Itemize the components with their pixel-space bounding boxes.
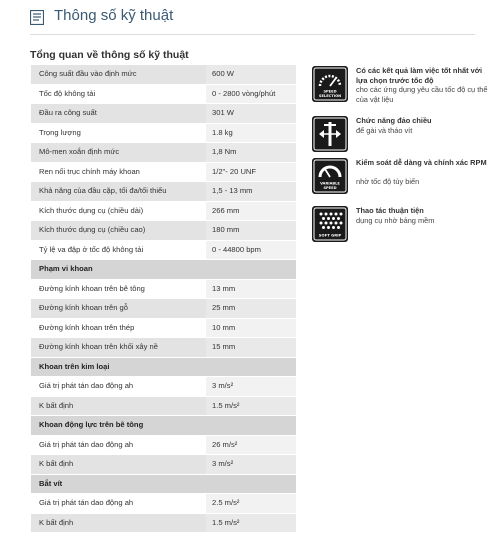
spec-value: 10 mm (212, 323, 235, 332)
value-cell (206, 358, 296, 377)
table-row (31, 338, 296, 358)
spec-label: Đường kính khoan trên thép (39, 323, 134, 332)
svg-text:SELECTION: SELECTION (319, 94, 341, 98)
table-row (31, 514, 296, 533)
feature-desc: cho các ứng dụng yêu cầu tốc độ cụ thể của vật liệu (356, 85, 492, 104)
spec-value: 1,5 - 13 mm (212, 186, 253, 195)
spec-label: K bất định (39, 459, 73, 468)
table-row (31, 377, 296, 397)
table-row (31, 143, 296, 163)
spec-value: 1/2"- 20 UNF (212, 167, 256, 176)
spec-value: 1,8 Nm (212, 147, 236, 156)
table-row (31, 163, 296, 183)
spec-label: Giá trị phát tán dao động ah (39, 381, 133, 390)
table-row (31, 280, 296, 300)
spec-label: Đầu ra công suất (39, 108, 97, 117)
spec-label: Đường kính khoan trên khối xây nề (39, 342, 158, 351)
feature-title: Có các kết quả làm việc tốt nhất với lựa chọn trước tốc độ (356, 66, 492, 85)
feature-title: Kiểm soát dễ dàng và chính xác RPM (356, 158, 492, 168)
table-row (31, 319, 296, 339)
spec-label: K bất định (39, 518, 73, 527)
table-row (31, 85, 296, 105)
svg-text:SPEED: SPEED (323, 186, 336, 190)
value-cell (206, 260, 296, 279)
spec-value: 301 W (212, 108, 234, 117)
feature-desc: nhờ tốc độ tùy biến (356, 177, 492, 187)
table-row (31, 494, 296, 514)
category-label: Phạm vi khoan (39, 264, 93, 273)
feature-title: Thao tác thuận tiện (356, 206, 492, 216)
table-row (31, 124, 296, 144)
spec-label: Ren nối trục chính máy khoan (39, 167, 140, 176)
table-row (31, 455, 296, 475)
table-row (31, 397, 296, 417)
table-category-row (31, 358, 296, 378)
spec-label: Trọng lượng (39, 128, 81, 137)
page-title: Thông số kỹ thuật (54, 7, 173, 24)
table-category-row (31, 260, 296, 280)
spec-label: Đường kính khoan trên bê tông (39, 284, 145, 293)
spec-value: 1.8 kg (212, 128, 233, 137)
spec-label: Khả năng của đầu cặp, tối đa/tối thiểu (39, 186, 167, 195)
spec-label: Mô-men xoắn định mức (39, 147, 119, 156)
spec-value: 13 mm (212, 284, 235, 293)
table-row (31, 436, 296, 456)
reversing-icon (312, 116, 348, 152)
spec-value: 0 - 44800 bpm (212, 245, 261, 254)
feature-desc: để gài và tháo vít (356, 126, 492, 136)
table-row (31, 299, 296, 319)
document-icon (30, 10, 44, 25)
spec-label: Tỷ lệ va đập ở tốc độ không tải (39, 245, 143, 254)
soft-grip-icon (312, 206, 348, 242)
spec-value: 0 - 2800 vòng/phút (212, 89, 275, 98)
page-header (0, 0, 500, 34)
spec-label: Giá trị phát tán dao động ah (39, 498, 133, 507)
table-row (31, 241, 296, 261)
table-category-row (31, 416, 296, 436)
section-title: Tổng quan về thông số kỹ thuật (30, 49, 189, 61)
spec-label: K bất định (39, 401, 73, 410)
table-row (31, 202, 296, 222)
table-row (31, 221, 296, 241)
spec-label: Giá trị phát tán dao động ah (39, 440, 133, 449)
feature-title: Chức năng đảo chiều (356, 116, 492, 126)
header-divider (30, 34, 475, 35)
variable-speed-icon (312, 158, 348, 194)
spec-label: Công suất đầu vào định mức (39, 69, 137, 78)
spec-value: 26 m/s² (212, 440, 237, 449)
value-cell (206, 475, 296, 494)
table-row (31, 182, 296, 202)
spec-label: Kích thước dụng cụ (chiều cao) (39, 225, 145, 234)
spec-value: 600 W (212, 69, 234, 78)
spec-value: 2.5 m/s² (212, 498, 239, 507)
category-label: Khoan động lực trên bê tông (39, 420, 143, 429)
spec-value: 15 mm (212, 342, 235, 351)
table-category-row (31, 475, 296, 495)
category-label: Bắt vít (39, 479, 62, 488)
spec-value: 3 m/s² (212, 381, 233, 390)
spec-value: 1.5 m/s² (212, 518, 239, 527)
spec-value: 1.5 m/s² (212, 401, 239, 410)
table-row (31, 104, 296, 124)
feature-desc: dụng cụ nhờ bảng mềm (356, 216, 492, 226)
svg-text:SPEED: SPEED (323, 90, 336, 94)
spec-value: 3 m/s² (212, 459, 233, 468)
spec-label: Tốc độ không tải (39, 89, 95, 98)
category-label: Khoan trên kim loại (39, 362, 109, 371)
value-cell (206, 416, 296, 435)
spec-label: Kích thước dụng cụ (chiều dài) (39, 206, 143, 215)
speed-selection-icon (312, 66, 348, 102)
table-row (31, 65, 296, 85)
spec-value: 25 mm (212, 303, 235, 312)
svg-text:SOFT GRIP: SOFT GRIP (319, 233, 342, 238)
spec-value: 180 mm (212, 225, 239, 234)
spec-table (31, 65, 296, 533)
spec-label: Đường kính khoan trên gỗ (39, 303, 128, 312)
spec-value: 266 mm (212, 206, 239, 215)
svg-text:VARIABLE: VARIABLE (320, 182, 340, 186)
